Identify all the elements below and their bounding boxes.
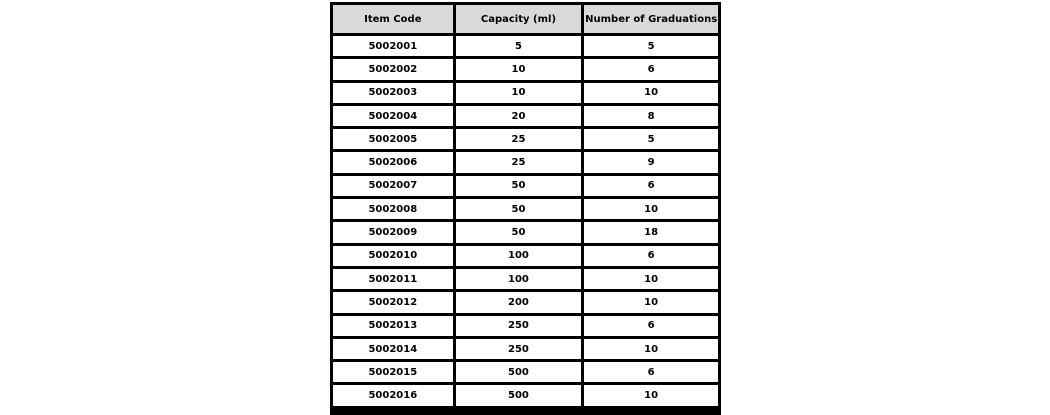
- graduations-cell: 10: [584, 292, 718, 312]
- table-row: [333, 152, 718, 172]
- capacity-cell: 25: [456, 129, 582, 149]
- item-code-cell: 5002009: [333, 222, 453, 242]
- table-header-row: [333, 5, 718, 33]
- table-row: [333, 246, 718, 266]
- table-row: [333, 385, 718, 405]
- item-code-cell: 5002006: [333, 152, 453, 172]
- capacity-cell: 20: [456, 106, 582, 126]
- item-code-cell: 5002010: [333, 246, 453, 266]
- item-code-cell: 5002008: [333, 199, 453, 219]
- capacity-cell: 25: [456, 152, 582, 172]
- graduations-cell: 5: [584, 36, 718, 56]
- header-capacity: Capacity (ml): [456, 5, 582, 33]
- table-row: [333, 176, 718, 196]
- graduations-cell: 6: [584, 246, 718, 266]
- item-code-cell: 5002005: [333, 129, 453, 149]
- table-row: [333, 269, 718, 289]
- capacity-cell: 200: [456, 292, 582, 312]
- graduations-cell: 6: [584, 316, 718, 336]
- graduations-cell: 10: [584, 385, 718, 405]
- capacity-cell: 500: [456, 362, 582, 382]
- capacity-cell: 50: [456, 222, 582, 242]
- item-code-cell: 5002012: [333, 292, 453, 312]
- graduations-cell: 9: [584, 152, 718, 172]
- item-code-cell: 5002001: [333, 36, 453, 56]
- capacity-cell: 100: [456, 246, 582, 266]
- table-row: [333, 222, 718, 242]
- capacity-cell: 250: [456, 316, 582, 336]
- graduations-cell: 10: [584, 269, 718, 289]
- graduations-cell: 6: [584, 59, 718, 79]
- item-code-cell: 5002003: [333, 83, 453, 103]
- table-row: [333, 316, 718, 336]
- product-table: [330, 2, 721, 409]
- item-code-cell: 5002014: [333, 339, 453, 359]
- table-row: [333, 129, 718, 149]
- graduations-cell: 6: [584, 176, 718, 196]
- graduations-cell: 6: [584, 362, 718, 382]
- item-code-cell: 5002013: [333, 316, 453, 336]
- item-code-cell: 5002004: [333, 106, 453, 126]
- capacity-cell: 10: [456, 59, 582, 79]
- table-row: [333, 59, 718, 79]
- graduations-cell: 10: [584, 199, 718, 219]
- item-code-cell: 5002016: [333, 385, 453, 405]
- item-code-cell: 5002007: [333, 176, 453, 196]
- table-row: [333, 83, 718, 103]
- table-row: [333, 292, 718, 312]
- graduations-cell: 10: [584, 83, 718, 103]
- capacity-cell: 10: [456, 83, 582, 103]
- header-item-code: Item Code: [333, 5, 453, 33]
- product-table-container: [330, 2, 721, 415]
- capacity-cell: 50: [456, 176, 582, 196]
- capacity-cell: 5: [456, 36, 582, 56]
- item-code-cell: 5002015: [333, 362, 453, 382]
- table-row: [333, 339, 718, 359]
- item-code-cell: 5002011: [333, 269, 453, 289]
- capacity-cell: 50: [456, 199, 582, 219]
- capacity-cell: 100: [456, 269, 582, 289]
- table-body: [333, 36, 718, 406]
- graduations-cell: 18: [584, 222, 718, 242]
- graduations-cell: 10: [584, 339, 718, 359]
- capacity-cell: 500: [456, 385, 582, 405]
- header-graduations: Number of Graduations: [584, 5, 718, 33]
- graduations-cell: 8: [584, 106, 718, 126]
- item-code-cell: 5002002: [333, 59, 453, 79]
- table-row: [333, 199, 718, 219]
- capacity-cell: 250: [456, 339, 582, 359]
- graduations-cell: 5: [584, 129, 718, 149]
- table-row: [333, 36, 718, 56]
- table-row: [333, 106, 718, 126]
- table-row: [333, 362, 718, 382]
